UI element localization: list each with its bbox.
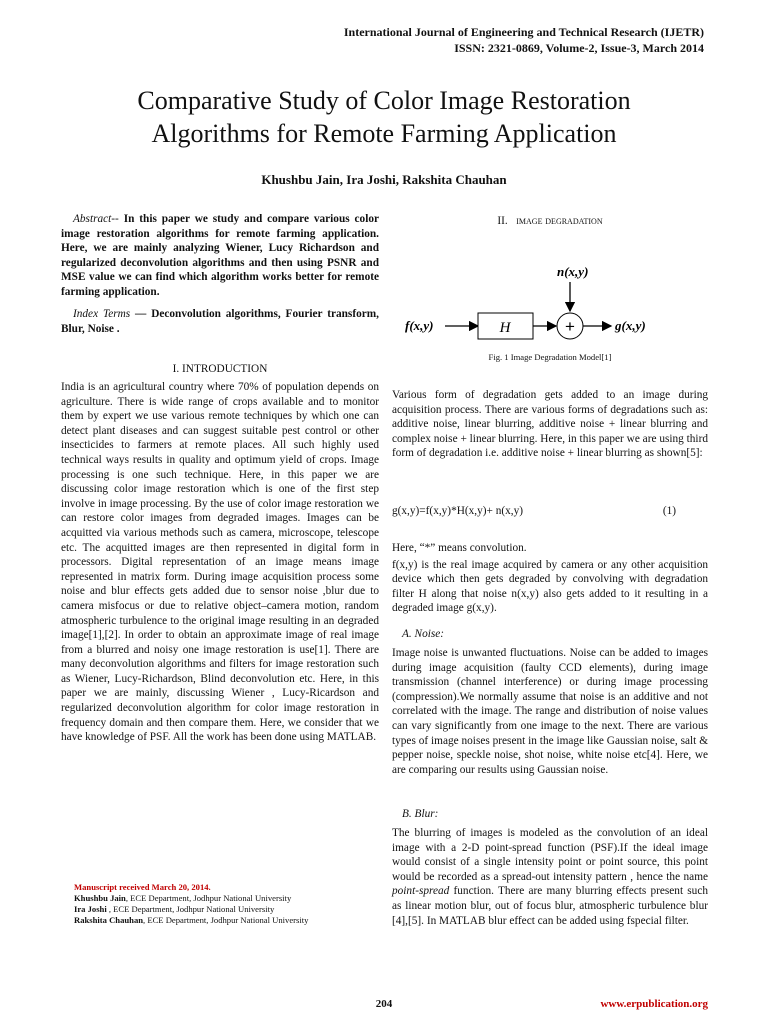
paper-title: Comparative Study of Color Image Restoration Algorithms for Remote Farming Application <box>137 86 631 148</box>
blur-paragraph: The blurring of images is modeled as the convolution of an ideal image with a 2-D point-spread function (PSF).If the ideal image would consist of a single intensity point or point source, this point would be recorded as a spread-out intensity pattern , hence the name point-spread function. There are many blurring effects present such as linear motion blur, out of focus blur, atmospheric turbulence blur [4],[5]. In MATLAB blur effect can be added using fspecial filter. <box>392 827 708 927</box>
convolution-paragraph: Here, “*” means convolution. f(x,y) is the real image acquired by camera or any other acquisition device which then gets degraded by convolving with degradation filter H along that noise n(x,y) also gets added to it resulting in a degraded image g(x,y). <box>392 542 708 615</box>
degradation-paragraph: Various form of degradation gets added to an image during acquisition process. There are various forms of degradations such as: additive noise, linear blurring, additive noise + linear blurring and complex noise + linear blurring. Here, in this paper we are using third form of degradation i.e. additive noise + linear blurring as shown[5]: <box>392 389 708 460</box>
abstract-text: In this paper we study and compare various color image restoration algorithms for remote farming application. Here, we are mainly analyzing Wiener, Lucy Richardson and regularized deconvolution algorithms and then using PSNR and MSE value we can find which algorithm works better for remote farming application. <box>61 213 379 298</box>
page-number: 204 <box>375 998 393 1010</box>
journal-name: International Journal of Engineering and Technical Research (IJETR) <box>343 25 704 39</box>
index-terms-text: — Deconvolution algorithms, Fourier transform, Blur, Noise . <box>61 308 379 335</box>
diagram-block-label: H <box>499 320 511 336</box>
manuscript-received: Manuscript received March 20, 2014. <box>74 882 211 892</box>
journal-header <box>344 24 704 56</box>
diagram-sum-label: + <box>565 317 575 336</box>
abstract <box>61 212 379 300</box>
author-list: Khushbu Jain, Ira Joshi, Rakshita Chauhan <box>261 172 507 187</box>
introduction-text: India is an agricultural country where 70% of population depends on agriculture. There is wide range of crops available and to monitor them by expert we use various remote techniques by which one can detect plant diseases and can suggest suitable pest control or other insecticides to farmers at remote places. All such highly used technical ways results in quality and optimum yield of crops. Image processing is one such technique. Here, in this paper we are discussing color image restoration which is one of the first step involve in image processing. By the use of color image restoration we can restore color images from degraded images. Images can be acquitted via various methods such as camera, microscope, telescope etc. The acquitted images are then represented in digital form in processors. Digital representation of an image means image represented in matrix form. During image acquisition process some noise and blur effects gets added due to sensor noise ,blur due to camera misfocus or due to relative object–camera motion, random atmospheric turbulence to the original image resulting in an degraded image[1],[2]. In order to obtain an approximate image of real image from a blurred and noisy one image restoration is use[1]. There are many deconvolution algorithms and filters for image restoration such as Wiener, Lucy-Richardson, Blind deconvolution etc. Here, in this paper we are mainly, discussing Wiener , Lucy-Ricardson and regularized deconvolution algorithm for color image restoration in frequency domain and then compare them. Here, we consider that we have knowledge of PSF. All the work has been done using MATLAB. <box>61 381 379 744</box>
noise-paragraph: Image noise is unwanted fluctuations. Noise can be added to images during image acquisition (faulty CCD elements), during image transmission (channel interference) or during image processing (compression).We normally assume that noise is an additive and not correlated with the image. The range and distribution of noise values can vary significantly from one image to the next. There are various types of image noises present in the image like Gaussian noise, salt & pepper noise, speckle noise, shot noise, white noise etc[4]. Here, we are comparing our results using Gaussian noise. <box>392 647 708 776</box>
subsection-heading-noise: A. Noise: <box>402 628 445 640</box>
index-terms-label: Index Terms <box>73 308 131 320</box>
abstract-label: Abstract-- <box>73 213 119 225</box>
publisher-url[interactable]: www.erpublication.org <box>600 998 708 1010</box>
diagram-input-label: f(x,y) <box>405 318 434 333</box>
equation-1: g(x,y)=f(x,y)*H(x,y)+ n(x,y) (1) <box>392 505 676 517</box>
equation-number: (1) <box>662 505 676 517</box>
diagram-noise-label: n(x,y) <box>557 264 589 279</box>
section-heading-introduction: I. INTRODUCTION <box>172 363 268 375</box>
figure-caption: Fig. 1 Image Degradation Model[1] <box>488 352 612 362</box>
index-terms <box>61 307 379 336</box>
section-heading-image-degradation: II. image degradation <box>497 215 603 227</box>
subsection-heading-blur: B. Blur: <box>402 808 439 820</box>
footnote: Manuscript received March 20, 2014. Khushbu Jain, ECE Department, Jodhpur National University Ira Joshi , ECE Department, Jodhpur National University Rakshita Chauhan, ECE Department, Jodhpur National University <box>74 882 374 926</box>
journal-issn: ISSN: 2321-0869, Volume-2, Issue-3, March 2014 <box>454 41 704 55</box>
diagram-output-label: g(x,y) <box>615 318 646 333</box>
degradation-model-diagram <box>405 262 695 352</box>
